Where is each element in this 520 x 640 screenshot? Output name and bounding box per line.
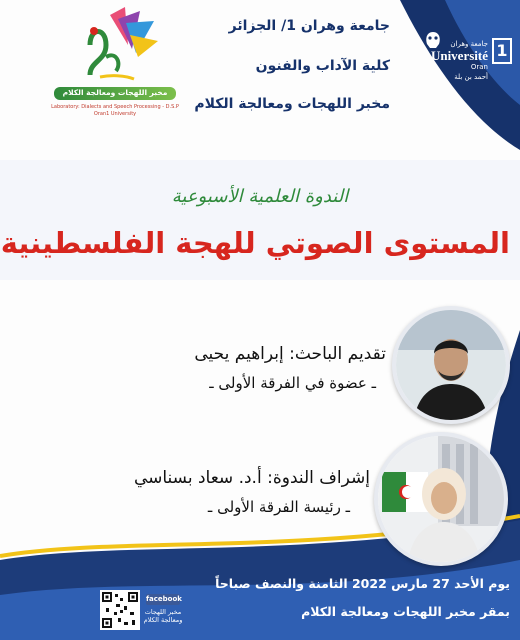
university-name-fr: Université: [430, 48, 488, 63]
lab-logo-name-ar: مخبر اللهجات ومعالجة الكلام: [54, 87, 176, 100]
presenter-role: ـ عضوة في الفرقة الأولى ـ: [209, 374, 376, 392]
supervisor-name: أ.د. سعاد بسناسي: [133, 468, 262, 488]
header-faculty: كلية الآداب والفنون: [255, 58, 390, 74]
supervisor-portrait: [378, 436, 504, 562]
schedule-place: بمقر مخبر اللهجات ومعالجة الكلام: [301, 604, 510, 619]
facebook-badge[interactable]: facebook: [146, 595, 182, 603]
presenter-label: تقديم الباحث:: [289, 344, 386, 364]
header-university: جامعة وهران 1/ الجزائر: [228, 18, 390, 34]
facebook-page-name: مخبر اللهجات ومعالجة الكلام: [143, 608, 183, 624]
qr-code-pattern: [102, 592, 138, 628]
presenter-portrait: [396, 310, 506, 420]
supervisor-label: إشراف الندوة:: [267, 468, 370, 488]
presenter-photo: [392, 306, 510, 424]
university-name-ar: جامعة وهران: [450, 40, 488, 48]
header-lab: مخبر اللهجات ومعالجة الكلام: [194, 96, 390, 112]
supervisor-role: ـ رئيسة الفرقة الأولى ـ: [207, 498, 350, 516]
lab-logo-name-en-2: Oran1 University: [93, 111, 137, 117]
university-name-ar-bottom: أحمد بن بلة: [454, 73, 488, 81]
university-number: 1: [492, 38, 512, 64]
presenter-name: إبراهيم يحيى: [194, 344, 284, 364]
supervisor-line: [110, 468, 370, 488]
university-logo: [420, 30, 512, 102]
supervisor-photo: [374, 432, 508, 566]
event-subtitle: الندوة العلمية الأسبوعية: [171, 186, 349, 207]
schedule-date: يوم الأحد 27 مارس 2022 الثامنة والنصف صباحاً: [215, 576, 510, 591]
qr-code[interactable]: [100, 590, 140, 630]
university-city: Oran: [470, 63, 488, 71]
event-title: المستوى الصوتي للهجة الفلسطينية: [0, 226, 510, 260]
lab-logo: [50, 5, 180, 125]
lab-logo-mark: [70, 5, 160, 83]
presenter-line: [140, 344, 386, 364]
lab-logo-name-en: Laboratory: Dialects and Speech Processing - D.S.P: [51, 104, 179, 110]
